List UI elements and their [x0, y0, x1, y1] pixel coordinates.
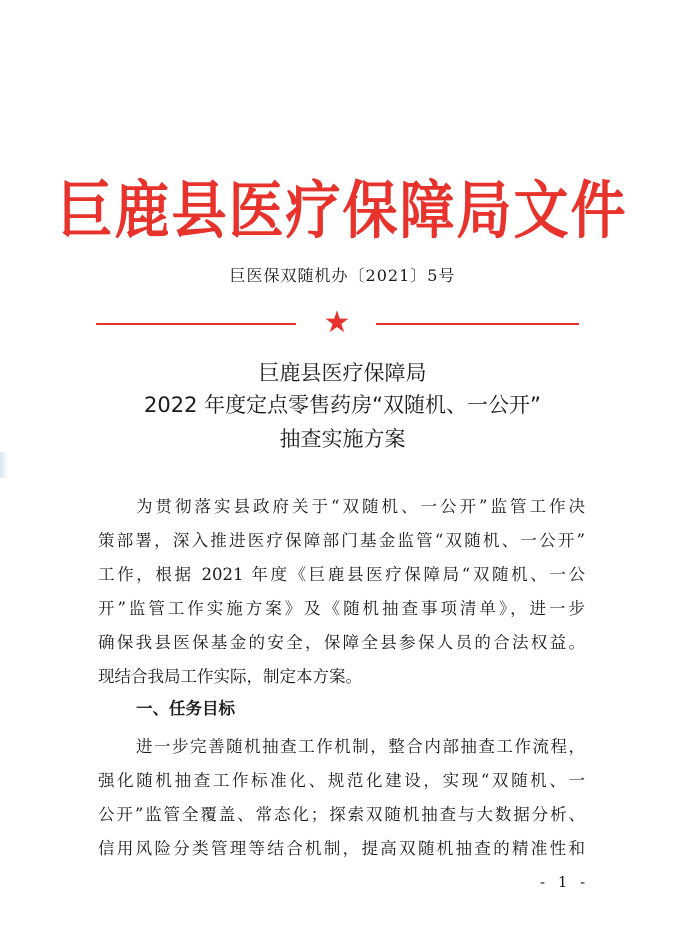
agency-header-title: 巨鹿县医疗保障局文件 — [57, 172, 628, 247]
document-title-line-1: 巨鹿县医疗保障局 — [258, 361, 427, 385]
header-divider-left — [96, 323, 296, 325]
scan-edge-mark — [0, 452, 8, 478]
intro-paragraph-line: 工作，根据 2021 年度《巨鹿县医疗保障局“双随机、一公 — [98, 565, 585, 584]
document-title-line-2: 2022 年度定点零售药房“双随机、一公开” — [144, 393, 541, 417]
page-number: - 1 - — [540, 873, 590, 891]
section-paragraph-line: 公开”监管全覆盖、常态化；探索双随机抽查与大数据分析、 — [98, 805, 585, 824]
header-divider-right — [376, 323, 579, 325]
intro-paragraph-line: 确保我县医保基金的安全，保障全县参保人员的合法权益。 — [98, 633, 585, 652]
intro-paragraph-line: 现结合我局工作实际，制定本方案。 — [98, 667, 362, 686]
section-paragraph-line: 强化随机抽查工作标准化、规范化建设，实现“双随机、一 — [98, 771, 585, 790]
section-paragraph-line: 信用风险分类管理等结合机制，提高双随机抽查的精准性和 — [98, 839, 585, 858]
intro-paragraph-line: 策部署，深入推进医疗保障部门基金监管“双随机、一公开” — [98, 531, 585, 550]
star-icon: ★ — [323, 305, 351, 340]
document-number: 巨医保双随机办〔2021〕5号 — [229, 266, 456, 285]
document-title-line-3: 抽查实施方案 — [279, 427, 406, 451]
intro-paragraph-line: 开”监管工作实施方案》及《随机抽查事项清单》，进一步 — [98, 599, 585, 618]
section-heading-task-goals: 一、任务目标 — [136, 699, 235, 718]
intro-paragraph-line: 为贯彻落实县政府关于“双随机、一公开”监管工作决 — [136, 497, 585, 516]
section-paragraph-line: 进一步完善随机抽查工作机制，整合内部抽查工作流程， — [136, 737, 585, 756]
